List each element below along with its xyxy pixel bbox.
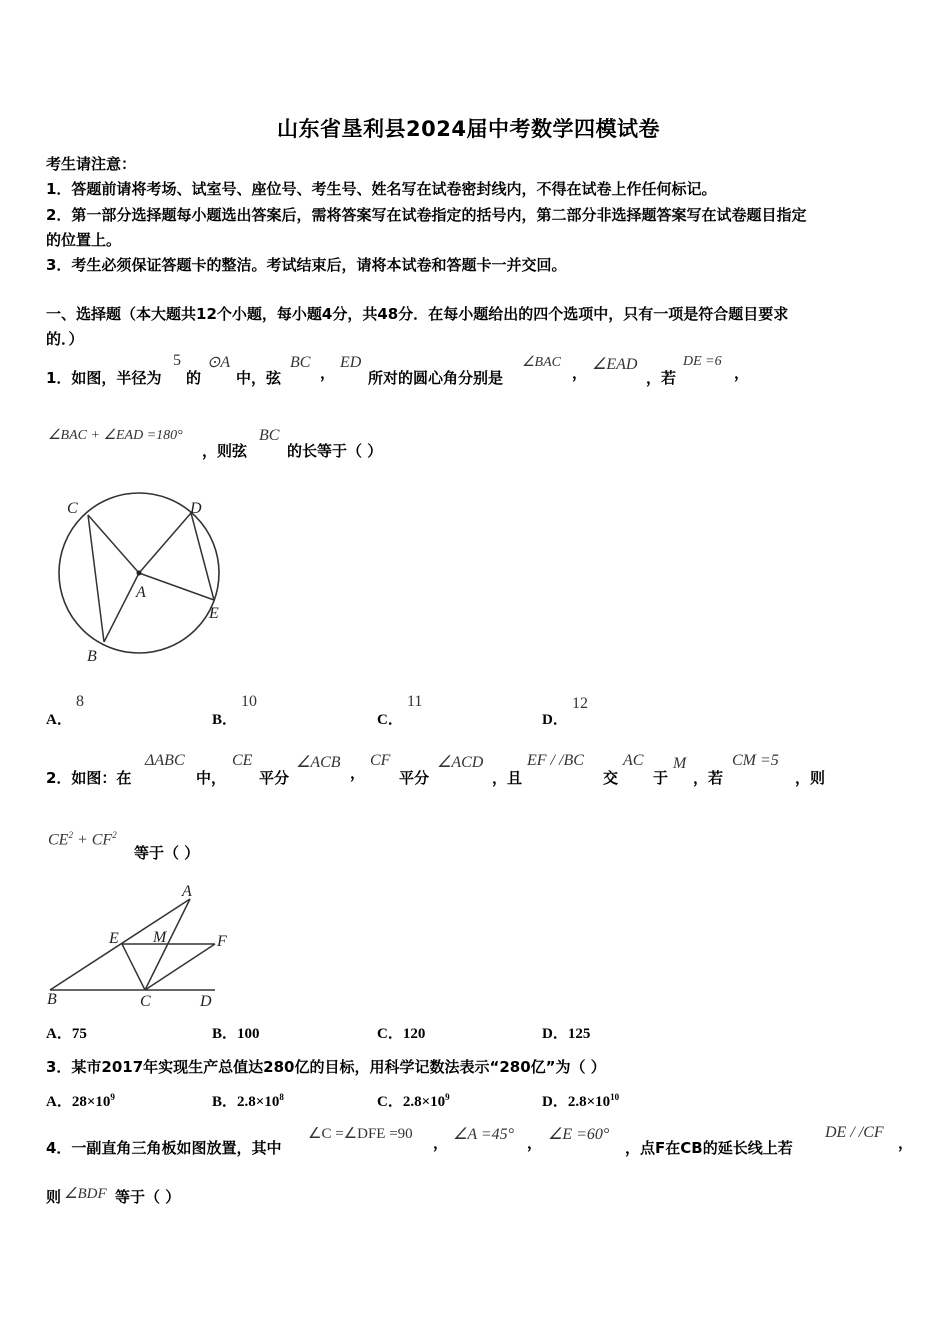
q3-option-b [212,1090,284,1111]
label-m: M [153,929,167,946]
q2-math: EF / /BC [527,752,584,769]
q1-math: BC [259,427,280,444]
q2-text: ，则 [795,769,826,787]
q2-math-ce-exp: 2 [68,830,73,840]
q2-math: ΔABC [145,752,185,769]
q1-math: ∠BAC [522,355,561,370]
q2-text: 交 [603,769,619,787]
label-a: A [182,883,192,900]
q1-text: ， [320,364,336,382]
notice-heading: 考生请注意： [46,155,137,173]
q1-text: ， [734,364,750,382]
q1-text: ，若 [646,369,677,387]
segment-ec [122,944,145,990]
q3-option-b-exp: 8 [279,1092,284,1102]
q2-math: CE [232,752,253,769]
q2-math-ce: CE [48,831,69,849]
q2-text: 平分 [259,769,290,787]
q3-option-c [377,1090,450,1111]
q4-text: 4．一副直角三角板如图放置，其中 [46,1139,282,1157]
q1-option-c-letter: C． [377,712,403,728]
q1-text: 所对的圆心角分别是 [368,369,504,387]
q2-text: 平分 [399,769,430,787]
q4-text: 等于（ ） [115,1188,181,1206]
label-d: D [190,500,202,517]
q4-math: DE / /CF [825,1124,884,1141]
q2-option-b-value: 100 [237,1026,260,1042]
q2-text: 中， [196,769,227,787]
q1-math: ∠EAD [592,356,638,373]
label-c: C [140,993,151,1010]
page-title: 山东省垦利县2024届中考数学四模试卷 [277,117,660,141]
label-f: F [217,933,227,950]
q1-text: ，则弦 [202,442,248,460]
q2-math-cf-exp: 2 [112,830,117,840]
q2-text: ，若 [693,769,724,787]
q2-option-c-letter: C． [377,1026,403,1042]
q1-option-a-value: 8 [76,693,84,710]
q1-option-c-value: 11 [407,693,423,710]
q2-math: ∠ACB [296,754,341,771]
label-e: E [209,605,219,622]
q2-math: ∠ACD [437,754,484,771]
q3-option-c-letter: C． [377,1094,403,1110]
notice-item-3: 3．考生必须保证答题卡的整洁。考试结束后，请将本试卷和答题卡一并交回。 [46,256,567,274]
q2-text: 等于（ ） [134,844,200,862]
section-heading: 一、选择题（本大题共12个小题，每小题4分，共48分．在每小题给出的四个选项中，只有一项是符合题目要求 [46,305,789,323]
q2-triangle-figure [40,880,240,1010]
notice-item-2-cont: 的位置上。 [46,231,122,249]
q2-option-b [212,1022,260,1043]
q2-option-d [542,1022,590,1043]
q2-text: 2．如图：在 [46,769,132,787]
q2-math: AC [623,752,644,769]
q2-option-a [46,1022,87,1043]
q2-option-d-letter: D． [542,1026,568,1042]
q1-math: DE =6 [683,354,722,369]
label-c: C [67,500,78,517]
q4-math: ∠BDF [64,1186,107,1202]
q2-text: 于 [653,769,669,787]
segment-ab [104,573,139,642]
q3-text: 3．某市2017年实现生产总值达280亿的目标，用科学记数法表示“280亿”为（ ） [46,1058,606,1076]
q4-text: ， [527,1134,543,1152]
q2-math: M [673,755,687,772]
q3-option-d [542,1090,619,1111]
segment-ae [139,573,214,600]
label-b: B [47,991,57,1008]
q1-option-d-letter: D． [542,712,568,728]
q1-text: 1．如图，半径为 [46,369,162,387]
q2-option-c [377,1022,425,1043]
q2-text: ，且 [492,769,523,787]
q2-option-b-letter: B． [212,1026,238,1042]
segment-cf [145,944,215,990]
q1-circle-figure [50,488,240,668]
q4-text: ，点F在CB的延长线上若 [625,1139,793,1157]
notice-item-1: 1．答题前请将考场、试室号、座位号、考生号、姓名写在试卷密封线内，不得在试卷上作任何标记。 [46,180,717,198]
q2-math: CF [370,752,391,769]
q4-text: ， [433,1134,449,1152]
q3-option-b-letter: B． [212,1094,238,1110]
q1-option-b-letter: B． [212,712,238,728]
q2-option-d-value: 125 [567,1026,591,1042]
q1-math: ∠BAC + ∠EAD =180° [48,428,183,443]
q2-math-cf: + CF [72,831,113,849]
q1-option-b-value: 10 [241,693,257,710]
q1-text: 的 [186,369,202,387]
q3-option-d-base: 2.8×10 [567,1094,611,1110]
q1-option-d-value: 12 [572,695,588,712]
q3-option-a-base: 28×10 [71,1094,111,1110]
segment-ca [88,515,139,573]
q1-option-a-letter: A． [46,712,72,728]
q4-math: ∠C =∠DFE =90 [308,1126,413,1142]
q3-option-c-base: 2.8×10 [402,1094,446,1110]
q2-option-a-value: 75 [71,1026,87,1042]
label-d: D [200,993,212,1010]
label-a: A [136,584,146,601]
q3-option-d-letter: D． [542,1094,568,1110]
q3-option-d-exp: 10 [610,1092,620,1102]
label-b: B [87,648,97,665]
q1-text: 中，弦 [236,369,282,387]
q3-option-c-exp: 9 [445,1092,450,1102]
q2-math: CM =5 [732,752,779,769]
segment-ad [139,513,191,573]
q2-text: ， [350,764,366,782]
q3-option-b-base: 2.8×10 [237,1094,280,1110]
q1-text: ， [572,364,588,382]
segment-de [191,513,214,600]
q4-text: 则 [46,1188,62,1206]
q2-math [48,830,117,849]
q2-option-a-letter: A． [46,1026,72,1042]
q3-option-a-exp: 9 [110,1092,115,1102]
q1-math: ⊙A [207,354,231,371]
q2-option-c-value: 120 [402,1026,426,1042]
q4-text: ， [898,1134,914,1152]
q1-text: 的长等于（ ） [287,442,383,460]
q1-math: BC [290,354,311,371]
q4-math: ∠E =60° [548,1126,610,1143]
notice-item-2: 2．第一部分选择题每小题选出答案后，需将答案写在试卷指定的括号内，第二部分非选择题答案写在试卷题目指定 [46,206,807,224]
q1-math: 5 [173,352,181,369]
section-heading-cont: 的．） [46,330,84,348]
segment-cb [88,515,104,642]
q1-math: ED [340,354,362,371]
q4-math: ∠A =45° [453,1126,515,1143]
q3-option-a [46,1090,115,1111]
label-e: E [109,930,119,947]
q3-option-a-letter: A． [46,1094,72,1110]
center-point [137,571,142,576]
